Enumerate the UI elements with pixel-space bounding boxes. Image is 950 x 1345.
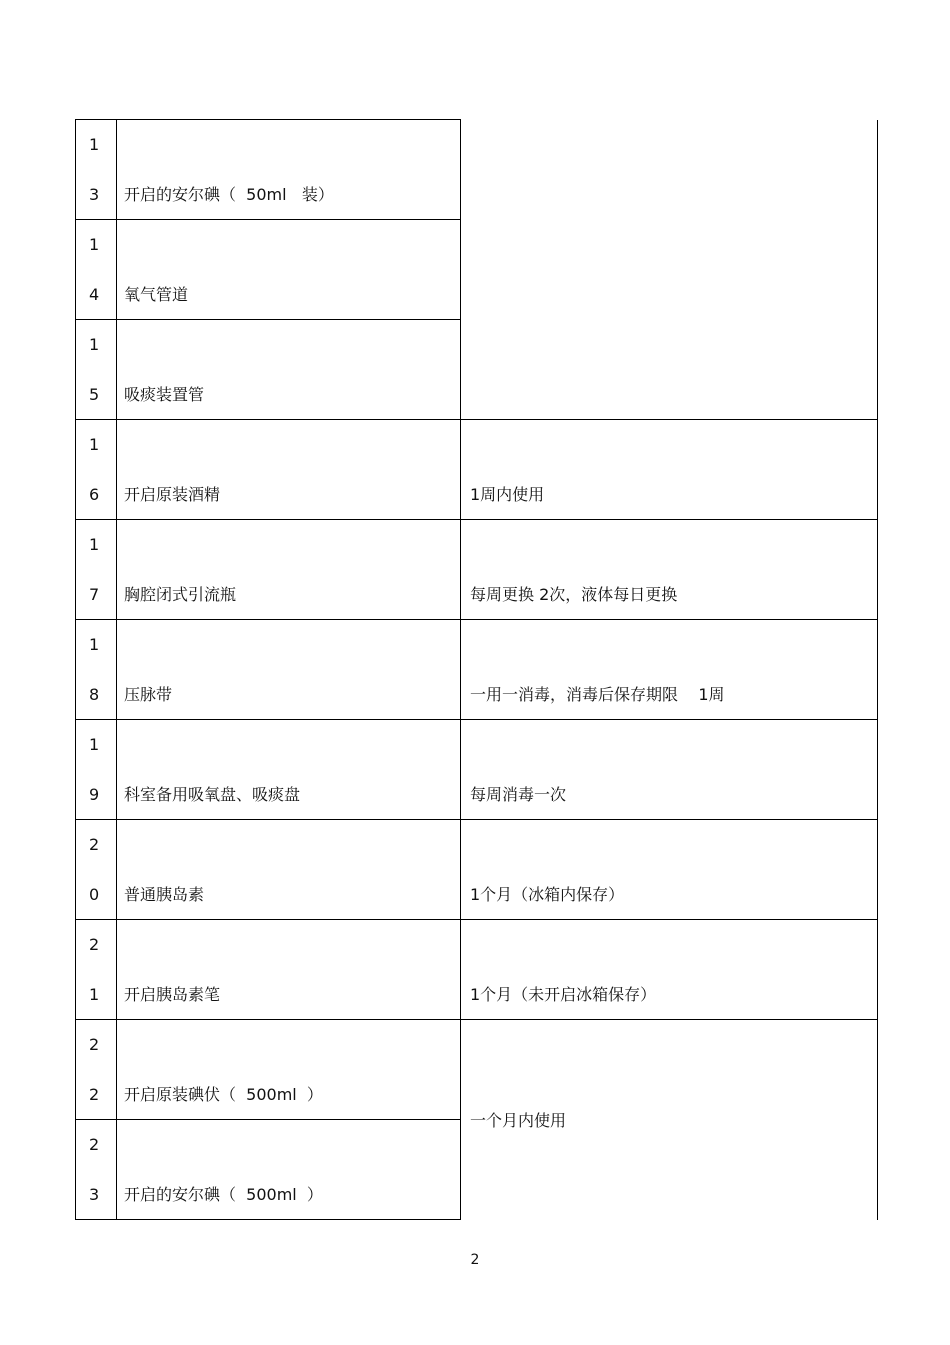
item-name-cell: [117, 620, 461, 720]
row-number-digit: 2: [89, 1085, 100, 1104]
item-name: 科室备用吸氧盘、吸痰盘: [124, 785, 301, 804]
note-text: 每周更换 2次，液体每日更换: [470, 585, 678, 604]
item-name-cell: [117, 420, 461, 520]
note-cell: [461, 720, 878, 820]
row-number-digit: 1: [89, 535, 100, 554]
note-cell: [461, 920, 878, 1020]
item-name-cell: [117, 920, 461, 1020]
row-number-digit: 1: [89, 335, 100, 354]
note-text: 每周消毒一次: [470, 785, 567, 804]
item-name: 开启原装碘伏（ 500ml ）: [124, 1085, 323, 1104]
note-text: 一用一消毒，消毒后保存期限 1周: [470, 685, 725, 704]
row-number-cell: [76, 920, 117, 1020]
table-row: [76, 920, 878, 1020]
table-row: [76, 520, 878, 620]
row-number-digit: 2: [89, 935, 100, 954]
note-cell: [461, 620, 878, 720]
item-name: 氧气管道: [124, 285, 189, 304]
row-number-cell: [76, 220, 117, 320]
item-name-cell: [117, 720, 461, 820]
row-number-digit: 2: [89, 1135, 100, 1154]
note-text: 1周内使用: [470, 485, 545, 504]
table-row: [76, 1020, 878, 1120]
note-cell-empty: [461, 120, 878, 420]
table-row: [76, 620, 878, 720]
row-number-cell: [76, 1020, 117, 1120]
row-number-digit: 0: [89, 885, 100, 904]
row-number-digit: 7: [89, 585, 100, 604]
table-row: [76, 420, 878, 520]
row-number-digit: 3: [89, 185, 100, 204]
note-cell: [461, 420, 878, 520]
note-cell: [461, 520, 878, 620]
item-name: 开启胰岛素笔: [124, 985, 221, 1004]
item-name: 胸腔闭式引流瓶: [124, 585, 237, 604]
row-number-digit: 8: [89, 685, 100, 704]
row-number-cell: [76, 620, 117, 720]
note-text: 一个月内使用: [470, 1111, 567, 1130]
row-number-digit: 2: [89, 835, 100, 854]
item-name-cell: [117, 520, 461, 620]
disinfection-table: [75, 119, 878, 1220]
row-number-digit: 1: [89, 135, 100, 154]
row-number-cell: [76, 120, 117, 220]
note-text: 1个月（未开启冰箱保存）: [470, 985, 657, 1004]
row-number-cell: [76, 320, 117, 420]
item-name: 压脉带: [124, 685, 173, 704]
table-row: [76, 720, 878, 820]
row-number-digit: 1: [89, 635, 100, 654]
note-cell: [461, 820, 878, 920]
item-name: 开启的安尔碘（ 50ml 装）: [124, 185, 334, 204]
row-number-cell: [76, 820, 117, 920]
item-name: 开启原装酒精: [124, 485, 221, 504]
row-number-digit: 9: [89, 785, 100, 804]
item-name: 吸痰装置管: [124, 385, 205, 404]
row-number-digit: 3: [89, 1185, 100, 1204]
row-number-digit: 1: [89, 235, 100, 254]
row-number-digit: 2: [89, 1035, 100, 1054]
item-name: 普通胰岛素: [124, 885, 205, 904]
row-number-cell: [76, 1120, 117, 1220]
item-name-cell: [117, 320, 461, 420]
row-number-digit: 6: [89, 485, 100, 504]
item-name-cell: [117, 220, 461, 320]
note-cell-merged: [461, 1020, 878, 1220]
row-number-digit: 1: [89, 985, 100, 1004]
item-name-cell: [117, 120, 461, 220]
page-number: 2: [470, 1252, 480, 1268]
item-name-cell: [117, 1020, 461, 1120]
row-number-digit: 1: [89, 735, 100, 754]
item-name-cell: [117, 1120, 461, 1220]
row-number-digit: 4: [89, 285, 100, 304]
row-number-cell: [76, 720, 117, 820]
row-number-cell: [76, 520, 117, 620]
item-name-cell: [117, 820, 461, 920]
row-number-digit: 5: [89, 385, 100, 404]
row-number-cell: [76, 420, 117, 520]
table-row: [76, 820, 878, 920]
note-text: 1个月（冰箱内保存）: [470, 885, 625, 904]
item-name: 开启的安尔碘（ 500ml ）: [124, 1185, 323, 1204]
row-number-digit: 1: [89, 435, 100, 454]
table-row: [76, 120, 878, 220]
